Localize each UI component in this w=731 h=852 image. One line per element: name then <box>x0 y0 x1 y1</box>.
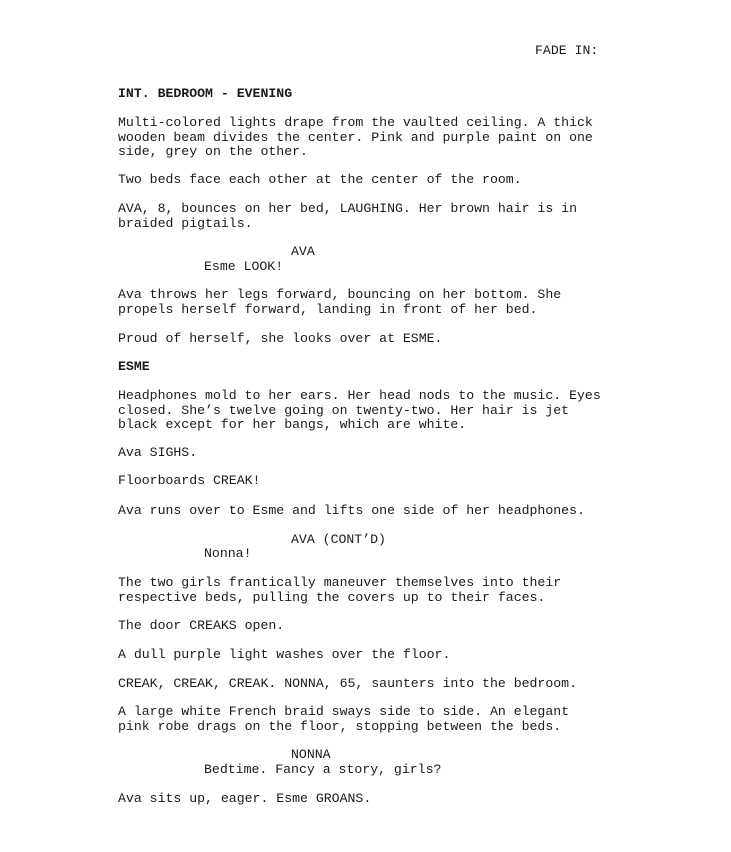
action-block: CREAK, CREAK, CREAK. NONNA, 65, saunters into the bedroom. <box>118 676 577 691</box>
action-block: Headphones mold to her ears. Her head nods to the music. Eyes closed. She’s twelve going on twenty-two. Her hair is jet black except for her bangs, which are white. <box>118 388 601 433</box>
action-block: Proud of herself, she looks over at ESME. <box>118 331 443 346</box>
dialogue: Nonna! <box>204 546 252 561</box>
action-block: Two beds face each other at the center of the room. <box>118 172 522 187</box>
action-block: Floorboards CREAK! <box>118 473 261 488</box>
action-block: Ava sits up, eager. Esme GROANS. <box>118 791 372 806</box>
dialogue: Bedtime. Fancy a story, girls? <box>204 762 442 777</box>
character-name: NONNA <box>291 747 331 762</box>
action-block: AVA, 8, bounces on her bed, LAUGHING. Her brown hair is in braided pigtails. <box>118 201 577 231</box>
action-block: The two girls frantically maneuver themselves into their respective beds, pulling the covers up to their faces. <box>118 575 562 605</box>
action-block: Ava runs over to Esme and lifts one side of her headphones. <box>118 503 585 518</box>
scene-heading: INT. BEDROOM - EVENING <box>118 86 293 101</box>
character-name: AVA <box>291 244 315 259</box>
action-block: A dull purple light washes over the floor. <box>118 647 451 662</box>
sub-heading: ESME <box>118 359 150 374</box>
action-block: Ava throws her legs forward, bouncing on her bottom. She propels herself forward, landing in front of her bed. <box>118 287 562 317</box>
dialogue: Esme LOOK! <box>204 259 284 274</box>
action-block: Ava SIGHS. <box>118 445 198 460</box>
action-block: Multi-colored lights drape from the vaulted ceiling. A thick wooden beam divides the center. Pink and purple paint on one side, grey on the other. <box>118 115 593 160</box>
transition: FADE IN: <box>535 43 599 58</box>
action-block: A large white French braid sways side to side. An elegant pink robe drags on the floor, stopping between the beds. <box>118 704 570 734</box>
character-name: AVA (CONT’D) <box>291 532 386 547</box>
action-block: The door CREAKS open. <box>118 618 285 633</box>
